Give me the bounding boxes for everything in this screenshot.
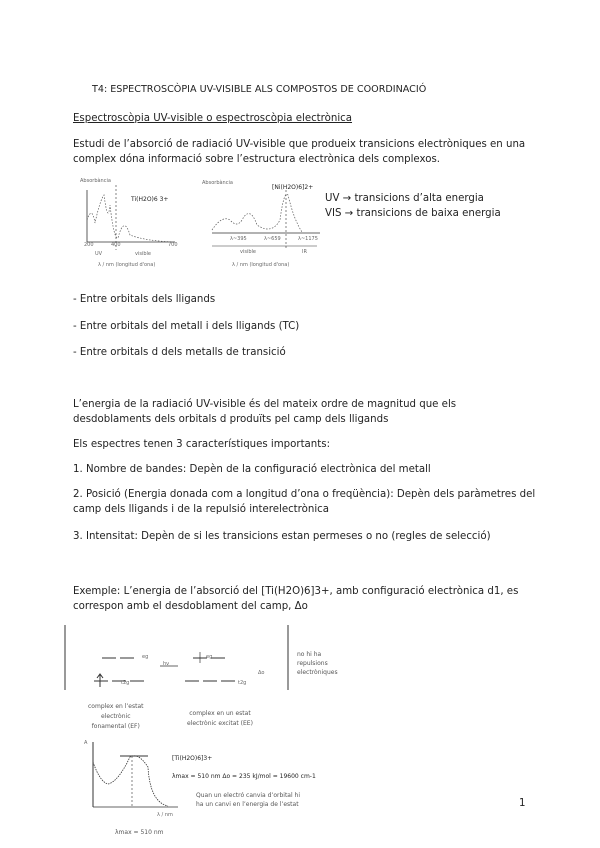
tick-label: λ~659: [264, 236, 281, 242]
bullet-item: - Entre orbitals d dels metalls de transició: [73, 347, 286, 358]
feature-item: 3. Intensitat: Depèn de si les transicions estan permeses o no (regles de selecció): [73, 531, 491, 542]
tick-label: λ~395: [230, 236, 247, 242]
region-label: IR: [302, 249, 307, 255]
delta-label: Δo: [258, 670, 265, 676]
feature-item: 2. Posició (Energia donada com a longitud d’ona o freqüència): Depèn dels paràmetres del: [73, 489, 536, 500]
paragraph-line: desdoblaments dels orbitals d produïts pel camp dels lligands: [73, 414, 389, 425]
values-label: λmax = 510 nm Δo = 235 kJ/mol = 19600 cm-1: [172, 773, 316, 780]
t2g-label: t2g: [238, 680, 247, 686]
page-title: T4: ESPECTROSCÒPIA UV-VISIBLE ALS COMPOSTOS DE COORDINACIÓ: [92, 84, 427, 95]
tick-label: 400: [111, 242, 121, 248]
paragraph-line: Els espectres tenen 3 característiques importants:: [73, 439, 330, 450]
t2g-label: t2g: [121, 680, 130, 686]
lambda-max-label: λmax = 510 nm: [115, 829, 164, 836]
spectrum-curve: [90, 742, 180, 812]
eg-label: eg: [206, 654, 213, 660]
feature-item: camp dels lligands i de la repulsió interelectrònica: [73, 504, 330, 515]
region-label: visible: [135, 251, 151, 257]
compound-label: Ti(H2O)6 3+: [131, 196, 169, 203]
ground-state-label: complex en l’estat electrònic fonamental (EF): [88, 703, 144, 730]
bullet-item: - Entre orbitals del metall i dels lligands (TC): [73, 321, 300, 332]
example-line: Exemple: L’energia de l’absorció del [Ti(H2O)6]3+, amb configuració electrònica d1, es: [73, 586, 519, 597]
photon-label: hν: [163, 661, 169, 667]
page-number: 1: [519, 798, 526, 809]
tick-label: 200: [84, 242, 94, 248]
orbital-lines: [60, 620, 300, 700]
x-label: λ / nm: [157, 812, 173, 818]
eg-label: eg: [142, 654, 149, 660]
region-label: UV: [95, 251, 103, 257]
tick-label: λ~1175: [298, 236, 318, 242]
x-label: λ / nm (longitud d'ona): [232, 262, 290, 268]
vis-note: VIS → transicions de baixa energia: [325, 208, 501, 219]
repulsion-note: no hi ha repulsions electròniques: [297, 651, 338, 676]
section-heading: Espectroscòpia UV-visible o espectroscòpia electrònica: [73, 113, 353, 124]
formula-label: [Ti(H2O)6]3+: [172, 755, 213, 762]
y-label: Absorbància: [80, 178, 111, 184]
excited-state-label: complex en un estat electrònic excitat (EE): [187, 710, 253, 727]
spectrum-note: Quan un electró canvia d’orbital hi ha un canvi en l’energia de l’estat: [196, 792, 301, 808]
compound-label: [Ni(H2O)6]2+: [272, 184, 314, 191]
spectrum-plot-1: [80, 185, 180, 255]
region-label: visible: [240, 249, 256, 255]
intro-line: Estudi de l’absorció de radiació UV-visible que produeix transicions electròniques en una: [73, 139, 526, 150]
y-label: A: [84, 740, 88, 746]
x-label: λ / nm (longitud d'ona): [98, 262, 156, 268]
feature-item: 1. Nombre de bandes: Depèn de la configuració electrònica del metall: [73, 464, 431, 475]
tick-label: 700: [168, 242, 178, 248]
uv-note: UV → transicions d’alta energia: [325, 193, 484, 204]
bullet-item: - Entre orbitals dels lligands: [73, 294, 216, 305]
paragraph-line: L’energia de la radiació UV-visible és del mateix ordre de magnitud que els: [73, 399, 457, 410]
example-line: correspon amb el desdoblament del camp, Δo: [73, 601, 308, 612]
intro-line: complex dóna informació sobre l’estructura electrònica dels complexos.: [73, 154, 440, 165]
y-label: Absorbància: [202, 180, 233, 186]
